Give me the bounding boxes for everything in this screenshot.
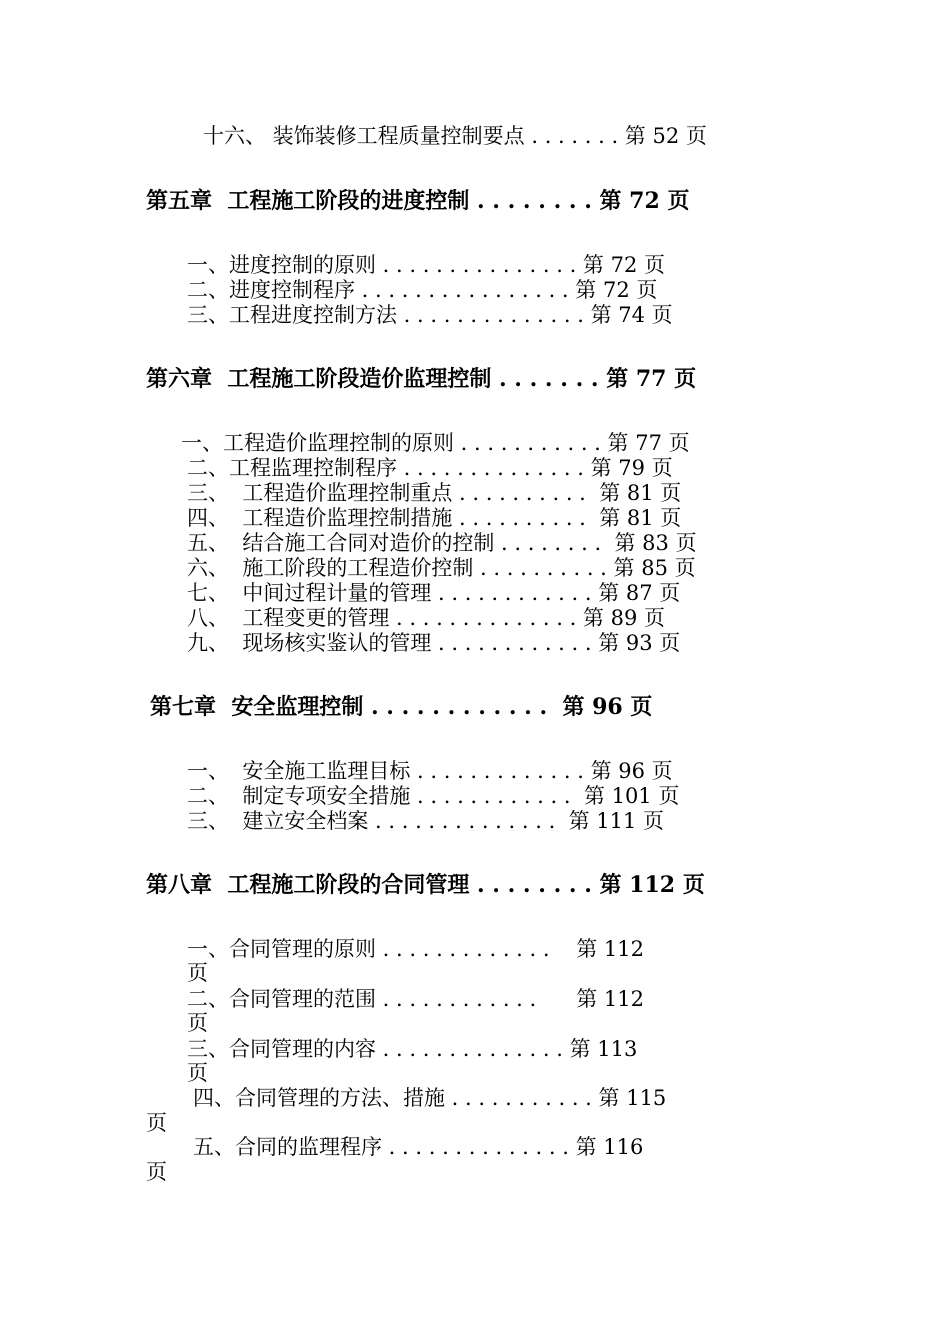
toc-entry-4-16: 十六、 装饰装修工程质量控制要点 . . . . . . . 第 52 页 — [203, 124, 707, 148]
toc-entry-8-5-cont: 页 — [146, 1160, 167, 1184]
toc-entry-6-1: 一、工程造价监理控制的原则 . . . . . . . . . . . 第 77 页 — [181, 431, 690, 455]
toc-entry-6-9: 九、 现场核实鉴认的管理 . . . . . . . . . . . . 第 93 页 — [187, 631, 681, 655]
toc-entry-8-1-cont: 页 — [187, 961, 208, 985]
toc-entry-6-5: 五、 结合施工合同对造价的控制 . . . . . . . . 第 83 页 — [187, 531, 697, 555]
toc-entry-8-5: 五、合同的监理程序 . . . . . . . . . . . . . . 第 116 — [193, 1135, 644, 1159]
toc-entry-5-3: 三、工程进度控制方法 . . . . . . . . . . . . . . 第 74 页 — [187, 303, 673, 327]
toc-entry-8-2: 二、合同管理的范围 . . . . . . . . . . . . 第 112 — [187, 987, 645, 1011]
toc-entry-6-8: 八、 工程变更的管理 . . . . . . . . . . . . . . 第 89 页 — [187, 606, 666, 630]
toc-entry-6-2: 二、工程监理控制程序 . . . . . . . . . . . . . . 第 79 页 — [187, 456, 673, 480]
toc-entry-8-4: 四、合同管理的方法、措施 . . . . . . . . . . . 第 115 — [193, 1086, 667, 1110]
toc-chapter-6: 第六章 工程施工阶段造价监理控制 . . . . . . . 第 77 页 — [146, 366, 697, 392]
toc-entry-6-7: 七、 中间过程计量的管理 . . . . . . . . . . . . 第 87 页 — [187, 581, 681, 605]
toc-chapter-7: 第七章 安全监理控制 . . . . . . . . . . . . 第 96 页 — [150, 694, 653, 720]
toc-entry-8-3: 三、合同管理的内容 . . . . . . . . . . . . . . 第 113 — [187, 1037, 638, 1061]
toc-entry-7-2: 二、 制定专项安全措施 . . . . . . . . . . . . 第 101 页 — [187, 784, 680, 808]
toc-entry-8-4-cont: 页 — [146, 1111, 167, 1135]
toc-entry-8-3-cont: 页 — [187, 1061, 208, 1085]
toc-entry-8-2-cont: 页 — [187, 1011, 208, 1035]
toc-entry-5-2: 二、进度控制程序 . . . . . . . . . . . . . . . . 第 72 页 — [187, 278, 658, 302]
toc-entry-7-1: 一、 安全施工监理目标 . . . . . . . . . . . . . 第 96 页 — [187, 759, 673, 783]
toc-entry-6-6: 六、 施工阶段的工程造价控制 . . . . . . . . . . 第 85 页 — [187, 556, 696, 580]
toc-entry-6-4: 四、 工程造价监理控制措施 . . . . . . . . . . 第 81 页 — [187, 506, 682, 530]
toc-entry-8-1: 一、合同管理的原则 . . . . . . . . . . . . . 第 112 — [187, 937, 645, 961]
toc-entry-7-3: 三、 建立安全档案 . . . . . . . . . . . . . . 第 111 页 — [187, 809, 665, 833]
toc-entry-6-3: 三、 工程造价监理控制重点 . . . . . . . . . . 第 81 页 — [187, 481, 682, 505]
toc-chapter-8: 第八章 工程施工阶段的合同管理 . . . . . . . . 第 112 页 — [146, 872, 705, 898]
toc-entry-5-1: 一、进度控制的原则 . . . . . . . . . . . . . . . 第 72 页 — [187, 253, 666, 277]
toc-chapter-5: 第五章 工程施工阶段的进度控制 . . . . . . . . 第 72 页 — [146, 188, 690, 214]
